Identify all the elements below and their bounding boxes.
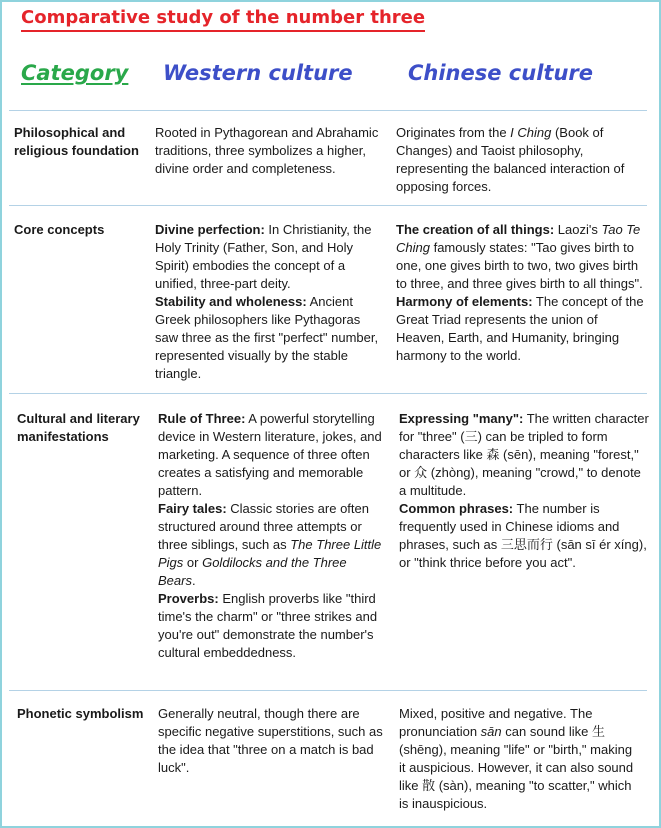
- row-2-western: [155, 221, 383, 383]
- story-title: The Three Little Pigs: [158, 537, 382, 570]
- text: Classic stories are often structured around three attempts or three siblings, such as: [158, 501, 369, 552]
- row-separator: [9, 393, 647, 394]
- term: Fairy tales:: [158, 501, 227, 516]
- paragraph: [158, 590, 384, 662]
- row-1-western: Rooted in Pythagorean and Abrahamic traditions, three symbolizes a higher, divine order and completeness.: [155, 125, 379, 176]
- row-separator: [9, 690, 647, 691]
- paragraph: [158, 410, 384, 500]
- text: .: [191, 573, 196, 588]
- text: Laozi's: [554, 222, 602, 237]
- row-2-category: Core concepts: [14, 222, 105, 237]
- term: Divine perfection:: [155, 222, 265, 237]
- pinyin: sān: [480, 724, 502, 739]
- paragraph: [158, 500, 384, 590]
- row-4-western: Generally neutral, though there are specific negative superstitions, such as the idea that "three on a match is bad luck".: [158, 706, 383, 775]
- row-3-western: [158, 410, 384, 662]
- text: The written character for "three" (三) can be tripled to form characters like 森 (sēn), meaning "forest," or 众 (zhòng), meaning "crowd," to denote a multitude.: [399, 411, 649, 498]
- text: or: [183, 555, 203, 570]
- row-separator: [9, 110, 647, 111]
- paragraph: [396, 293, 648, 365]
- text: Mixed, positive and negative. The pronunciation: [399, 706, 593, 739]
- term: Common phrases:: [399, 501, 514, 516]
- text: Originates from the: [396, 125, 511, 140]
- row-1-category: Philosophical and religious foundation: [14, 125, 139, 158]
- text: A powerful storytelling device in Western literature, jokes, and marketing. A sequence of three often creates a satisfying and memorable pattern.: [158, 411, 382, 498]
- page-title: Comparative study of the number three: [21, 7, 425, 32]
- text: The concept of the Great Triad represents the union of Heaven, Earth, and Humanity, bringing harmony to the world.: [396, 294, 644, 363]
- paragraph: [396, 221, 648, 293]
- paragraph: [155, 221, 383, 293]
- row-4-category: Phonetic symbolism: [17, 706, 144, 721]
- text: (Book of Changes) and Taoist philosophy, representing the balanced interaction of opposing forces.: [396, 125, 625, 194]
- text: famously states: "Tao gives birth to one, one gives birth to two, two gives birth to three, and three gives birth to all things".: [396, 240, 643, 291]
- row-4-chinese: [399, 705, 639, 813]
- row-1-chinese: [396, 124, 644, 196]
- row-3-category: Cultural and literary manifestations: [17, 411, 140, 444]
- paragraph: [155, 293, 383, 383]
- text: English proverbs like "third time's the charm" or "three strikes and you're out" demonstrate the number's cultural embeddedness.: [158, 591, 378, 660]
- book-title: Tao Te Ching: [396, 222, 641, 255]
- paragraph: [399, 410, 651, 500]
- header-category: Category: [21, 61, 129, 85]
- term: Expressing "many":: [399, 411, 524, 426]
- text: can sound like 生 (shēng), meaning "life" or "birth," making it auspicious. However, it can also sound like 散 (sàn), meaning "to scatter," which is inauspicious.: [399, 724, 634, 811]
- text: Ancient Greek philosophers like Pythagoras saw three as the first "perfect" number, represented visually by the stable triangle.: [155, 294, 379, 381]
- header-western-culture: Western culture: [163, 61, 353, 85]
- term: Stability and wholeness:: [155, 294, 307, 309]
- term: Rule of Three:: [158, 411, 246, 426]
- book-title: I Ching: [510, 125, 552, 140]
- row-3-chinese: [399, 410, 651, 572]
- text: In Christianity, the Holy Trinity (Father, Son, and Holy Spirit) embodies the concept of a unified, three-part deity.: [155, 222, 372, 291]
- term: Proverbs:: [158, 591, 219, 606]
- paragraph: [399, 500, 651, 572]
- term: The creation of all things:: [396, 222, 555, 237]
- term: Harmony of elements:: [396, 294, 533, 309]
- row-separator: [9, 205, 647, 206]
- row-2-chinese: [396, 221, 648, 365]
- text: The number is frequently used in Chinese idioms and phrases, such as 三思而行 (sān sī ér xíng), or "think thrice before you act".: [399, 501, 647, 570]
- story-title: Goldilocks and the Three Bears: [158, 555, 347, 588]
- header-chinese-culture: Chinese culture: [408, 61, 593, 85]
